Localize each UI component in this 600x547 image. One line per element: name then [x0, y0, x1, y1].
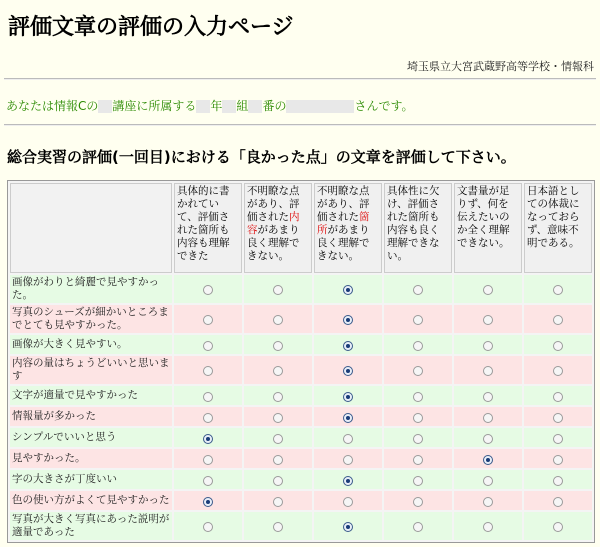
rating-radio[interactable] [203, 522, 213, 532]
row-label: 文字が適量で見やすかった [10, 386, 172, 405]
rating-cell [384, 275, 452, 303]
rating-radio[interactable] [413, 285, 423, 295]
column-header-text: があまり良く理解できない。 [247, 224, 300, 262]
rating-radio[interactable] [343, 497, 353, 507]
rating-cell [314, 470, 382, 489]
rating-radio[interactable] [483, 366, 493, 376]
rating-cell [314, 275, 382, 303]
rating-radio[interactable] [273, 315, 283, 325]
rating-radio[interactable] [343, 434, 353, 444]
rating-cell [244, 449, 312, 468]
column-header-5 [454, 183, 522, 273]
rating-radio[interactable] [413, 497, 423, 507]
table-row [10, 386, 592, 405]
rating-radio[interactable] [343, 341, 353, 351]
column-header-text: 文書量が足りず、何を伝えたいのか全く理解できない。 [457, 185, 510, 249]
rating-cell [454, 491, 522, 510]
rating-cell [454, 449, 522, 468]
rating-cell [454, 275, 522, 303]
rating-cell [314, 491, 382, 510]
rating-cell [174, 407, 242, 426]
rating-radio[interactable] [483, 522, 493, 532]
rating-cell [174, 449, 242, 468]
rating-cell [454, 305, 522, 333]
rating-cell [384, 491, 452, 510]
rating-radio[interactable] [553, 315, 563, 325]
rating-radio[interactable] [553, 285, 563, 295]
column-header-3 [314, 183, 382, 273]
redacted-course [98, 100, 112, 113]
rating-radio[interactable] [413, 476, 423, 486]
rating-cell [524, 407, 592, 426]
rating-radio[interactable] [343, 413, 353, 423]
column-header-2 [244, 183, 312, 273]
column-header-text: 具体的に書かれていて、評価された箇所も内容も理解できた [177, 185, 230, 262]
rating-radio[interactable] [273, 476, 283, 486]
rating-cell [384, 512, 452, 540]
row-label: 内容の量はちょうどいいと思います [10, 356, 172, 384]
rating-radio[interactable] [413, 366, 423, 376]
rating-cell [314, 512, 382, 540]
rating-radio[interactable] [553, 497, 563, 507]
rating-radio[interactable] [203, 476, 213, 486]
rating-radio[interactable] [273, 366, 283, 376]
rating-cell [524, 335, 592, 354]
table-row [10, 356, 592, 384]
column-header-emphasis: 内容 [247, 211, 300, 236]
rating-cell [244, 335, 312, 354]
rating-cell [384, 407, 452, 426]
corner-cell [10, 183, 172, 273]
rating-cell [244, 305, 312, 333]
rating-radio[interactable] [343, 315, 353, 325]
rating-cell [524, 449, 592, 468]
student-text-6: さんです。 [354, 99, 414, 113]
column-header-text: 不明瞭な点があり、評価された [247, 185, 300, 223]
rating-radio[interactable] [483, 341, 493, 351]
rating-radio[interactable] [413, 455, 423, 465]
rating-radio[interactable] [483, 315, 493, 325]
table-row [10, 470, 592, 489]
rating-radio[interactable] [203, 366, 213, 376]
rating-cell [244, 356, 312, 384]
rating-radio[interactable] [553, 413, 563, 423]
table-row [10, 305, 592, 333]
rating-radio[interactable] [553, 434, 563, 444]
section-heading: 総合実習の評価(一回目)における「良かった点」の文章を評価して下さい。 [7, 148, 516, 166]
rating-cell [244, 428, 312, 447]
rating-radio[interactable] [483, 392, 493, 402]
header-row [10, 183, 592, 273]
rating-radio[interactable] [413, 392, 423, 402]
student-text-2: 講座に所属する [112, 99, 197, 113]
rating-cell [384, 428, 452, 447]
rating-radio[interactable] [203, 392, 213, 402]
rating-cell [384, 386, 452, 405]
rating-cell [524, 305, 592, 333]
divider-middle [4, 124, 596, 126]
rating-cell [244, 407, 312, 426]
rating-cell [454, 512, 522, 540]
rating-cell [244, 491, 312, 510]
rating-cell [384, 449, 452, 468]
rating-cell [524, 491, 592, 510]
column-header-text: 不明瞭な点があり、評価された [317, 185, 370, 223]
rating-radio[interactable] [273, 341, 283, 351]
rating-cell [314, 335, 382, 354]
column-header-text: 具体性に欠け、評価された箇所も内容も良く理解できない。 [387, 185, 440, 262]
rating-radio[interactable] [203, 434, 213, 444]
rating-radio[interactable] [203, 413, 213, 423]
rating-radio[interactable] [413, 522, 423, 532]
rating-cell [454, 407, 522, 426]
rating-radio[interactable] [553, 455, 563, 465]
redacted-number [248, 100, 262, 113]
redacted-grade [196, 100, 210, 113]
table-row [10, 275, 592, 303]
rating-cell [454, 386, 522, 405]
table-row [10, 449, 592, 468]
rating-cell [314, 407, 382, 426]
rating-cell [384, 470, 452, 489]
student-info [6, 97, 414, 114]
row-label: 写真が大きく写真にあった説明が適量であった [10, 512, 172, 540]
table-row [10, 335, 592, 354]
rating-cell [174, 335, 242, 354]
rating-cell [524, 470, 592, 489]
rating-cell [244, 512, 312, 540]
row-label: シンプルでいいと思う [10, 428, 172, 447]
rating-cell [524, 275, 592, 303]
row-label: 画像が大きく見やすい。 [10, 335, 172, 354]
table-row [10, 512, 592, 540]
rating-cell [314, 305, 382, 333]
rating-cell [174, 305, 242, 333]
rating-cell [174, 386, 242, 405]
rating-cell [314, 356, 382, 384]
rating-radio[interactable] [273, 522, 283, 532]
student-text-5: 番の [262, 99, 287, 113]
school-name: 埼玉県立大宮武蔵野高等学校・情報科 [407, 60, 594, 73]
student-text-1: あなたは情報Cの [6, 99, 99, 113]
column-header-6 [524, 183, 592, 273]
column-header-emphasis: 箇所 [317, 211, 370, 236]
rating-radio[interactable] [273, 413, 283, 423]
rating-radio[interactable] [483, 455, 493, 465]
rating-cell [524, 356, 592, 384]
rating-cell [454, 335, 522, 354]
rating-radio[interactable] [343, 366, 353, 376]
redacted-class [222, 100, 236, 113]
rating-cell [174, 512, 242, 540]
rating-radio[interactable] [203, 315, 213, 325]
divider-top [4, 78, 596, 80]
rating-radio[interactable] [203, 285, 213, 295]
rating-radio[interactable] [203, 455, 213, 465]
rating-radio[interactable] [413, 434, 423, 444]
rating-cell [174, 275, 242, 303]
rating-radio[interactable] [343, 455, 353, 465]
student-text-4: 組 [236, 99, 249, 113]
rating-radio[interactable] [343, 476, 353, 486]
rating-radio[interactable] [273, 285, 283, 295]
row-label: 字の大きさが丁度いい [10, 470, 172, 489]
table-body [10, 275, 592, 540]
rating-cell [244, 275, 312, 303]
row-label: 情報量が多かった [10, 407, 172, 426]
rating-radio[interactable] [483, 434, 493, 444]
table-row [10, 407, 592, 426]
row-label: 画像がわりと綺麗で見やすかった。 [10, 275, 172, 303]
page-title: 評価文章の評価の入力ページ [8, 15, 294, 40]
rating-radio[interactable] [273, 455, 283, 465]
rating-cell [524, 512, 592, 540]
rating-radio[interactable] [203, 497, 213, 507]
rating-radio[interactable] [483, 497, 493, 507]
rating-cell [314, 449, 382, 468]
rating-radio[interactable] [553, 341, 563, 351]
column-header-text: 日本語としての体裁になっておらず、意味不明である。 [527, 185, 580, 249]
student-text-3: 年 [210, 99, 223, 113]
rating-radio[interactable] [273, 434, 283, 444]
rating-radio[interactable] [483, 413, 493, 423]
rating-radio[interactable] [483, 476, 493, 486]
rating-cell [174, 491, 242, 510]
rating-radio[interactable] [413, 341, 423, 351]
rating-cell [174, 470, 242, 489]
rating-cell [454, 470, 522, 489]
rating-cell [454, 356, 522, 384]
rating-radio[interactable] [343, 522, 353, 532]
rating-cell [384, 305, 452, 333]
rating-cell [384, 335, 452, 354]
column-header-4 [384, 183, 452, 273]
column-header-1 [174, 183, 242, 273]
rating-radio[interactable] [553, 476, 563, 486]
rating-cell [314, 386, 382, 405]
rating-radio[interactable] [343, 285, 353, 295]
column-header-text: があまり良く理解できない。 [317, 224, 370, 262]
rating-radio[interactable] [273, 497, 283, 507]
table-row [10, 491, 592, 510]
evaluation-table [7, 180, 595, 543]
row-label: 見やすかった。 [10, 449, 172, 468]
rating-radio[interactable] [273, 392, 283, 402]
rating-cell [384, 356, 452, 384]
row-label: 色の使い方がよくて見やすかった [10, 491, 172, 510]
rating-radio[interactable] [483, 285, 493, 295]
table-row [10, 428, 592, 447]
rating-radio[interactable] [413, 413, 423, 423]
rating-cell [174, 428, 242, 447]
rating-radio[interactable] [553, 522, 563, 532]
rating-cell [524, 386, 592, 405]
rating-cell [524, 428, 592, 447]
rating-cell [244, 386, 312, 405]
redacted-name [286, 100, 354, 113]
row-label: 写真のシューズが細かいところまでとても見やすかった。 [10, 305, 172, 333]
rating-cell [174, 356, 242, 384]
rating-cell [314, 428, 382, 447]
rating-cell [244, 470, 312, 489]
rating-radio[interactable] [203, 341, 213, 351]
rating-radio[interactable] [413, 315, 423, 325]
rating-radio[interactable] [553, 392, 563, 402]
rating-radio[interactable] [553, 366, 563, 376]
rating-radio[interactable] [343, 392, 353, 402]
rating-cell [454, 428, 522, 447]
